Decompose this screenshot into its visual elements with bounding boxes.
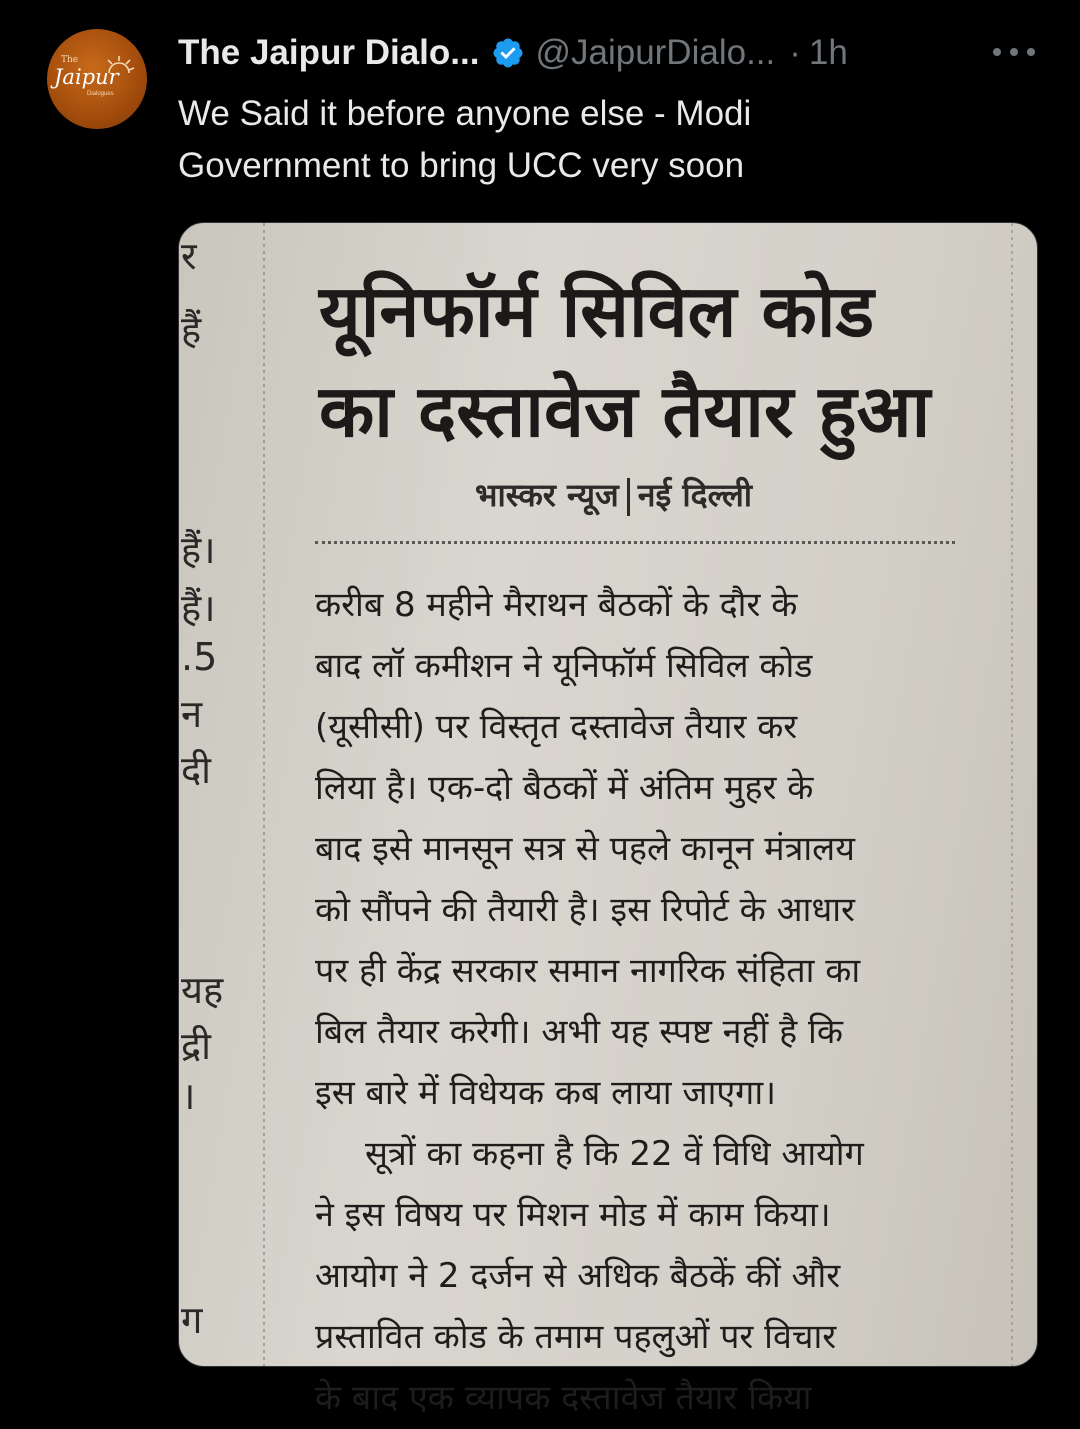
column-divider — [1011, 223, 1013, 1366]
left-column-fragment: हैं। — [181, 528, 216, 572]
left-column-fragment: ग — [181, 1298, 203, 1342]
avatar-logo-text: Jaipur — [54, 65, 119, 89]
left-column-fragment: र — [181, 234, 197, 278]
article-line: बिल तैयार करेगी। अभी यह स्पष्ट नहीं है कि — [315, 1012, 843, 1052]
tweet-text — [178, 88, 1018, 192]
article-line: सूत्रों का कहना है कि 22 वें विधि आयोग — [365, 1134, 864, 1174]
more-options-icon[interactable] — [993, 40, 1035, 64]
avatar-logo-sub: Dialogues — [87, 91, 114, 97]
dotted-divider — [315, 541, 955, 544]
tweet-header — [178, 30, 848, 76]
article-line: (यूसीसी) पर विस्तृत दस्तावेज तैयार कर — [315, 707, 798, 747]
byline-source: भास्कर न्यूज — [475, 476, 619, 514]
headline-line: यूनिफॉर्म सिविल कोड — [319, 269, 874, 353]
more-dot — [993, 48, 1001, 56]
left-column-fragment: हैं — [181, 308, 202, 352]
article-line: लिया है। एक-दो बैठकों में अंतिम मुहर के — [315, 768, 814, 808]
article-line: आयोग ने 2 दर्जन से अधिक बैठकें कीं और — [315, 1256, 841, 1296]
newspaper-byline — [475, 473, 752, 516]
author-handle[interactable]: @JaipurDialo... — [535, 33, 776, 72]
byline-place: नई दिल्ली — [637, 476, 753, 514]
article-line: को सौंपने की तैयारी है। इस रिपोर्ट के आधार — [315, 890, 855, 930]
column-divider — [263, 223, 265, 1366]
left-column-fragment: यह — [181, 968, 224, 1012]
sun-logo-icon — [105, 55, 135, 85]
left-column-fragment: हैं। — [181, 586, 216, 630]
avatar[interactable] — [47, 29, 147, 129]
article-line: करीब 8 महीने मैराथन बैठकों के दौर के — [315, 585, 798, 625]
separator-dot: · — [789, 33, 801, 72]
article-line: बाद लॉ कमीशन ने यूनिफॉर्म सिविल कोड — [315, 646, 813, 686]
tweet-text-line: Government to bring UCC very soon — [178, 146, 745, 185]
left-column-fragment: द्री — [181, 1024, 212, 1068]
tweet-text-line: We Said it before anyone else - Modi — [178, 94, 752, 133]
article-line: बाद इसे मानसून सत्र से पहले कानून मंत्रालय — [315, 829, 855, 869]
left-column-fragment: । — [181, 1074, 196, 1118]
timestamp[interactable]: 1h — [808, 33, 848, 72]
byline-separator — [627, 478, 630, 516]
left-column-fragment: न — [181, 692, 203, 736]
article-body — [315, 575, 955, 1429]
article-line: के बाद एक व्यापक दस्तावेज तैयार किया — [315, 1378, 812, 1418]
verified-badge-icon — [491, 36, 525, 70]
article-line: प्रस्तावित कोड के तमाम पहलुओं पर विचार — [315, 1317, 837, 1357]
newspaper-left-column — [179, 223, 263, 1366]
author-name[interactable]: The Jaipur Dialo... — [178, 33, 480, 72]
article-line: ने इस विषय पर मिशन मोड में काम किया। — [315, 1195, 831, 1235]
avatar-logo-small: The — [61, 55, 79, 65]
left-column-fragment: दी — [181, 748, 212, 792]
newspaper-headline — [319, 261, 930, 461]
more-dot — [1010, 48, 1018, 56]
left-column-fragment: .5 — [181, 635, 218, 679]
article-line: पर ही केंद्र सरकार समान नागरिक संहिता का — [315, 951, 861, 991]
more-dot — [1027, 48, 1035, 56]
article-line: इस बारे में विधेयक कब लाया जाएगा। — [315, 1073, 777, 1113]
headline-line: का दस्तावेज तैयार हुआ — [319, 369, 931, 453]
tweet-media-image[interactable] — [178, 222, 1038, 1418]
